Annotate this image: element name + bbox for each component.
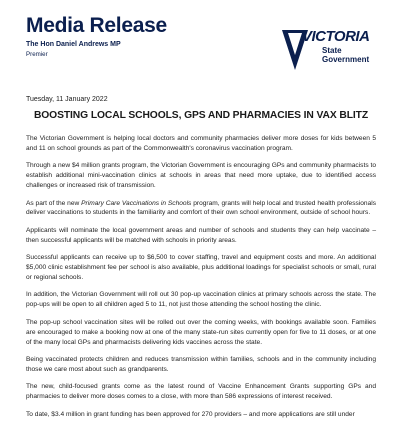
paragraph: The Victorian Government is helping local doctors and community pharmacies deliver more doses for kids between 5 and 11 on school grounds as part of the Commonwealth's coronavirus vaccination program. — [26, 135, 376, 152]
paragraph — [26, 199, 376, 219]
paragraph: Being vaccinated protects children and reduces transmission within families, schools and in the community including those we care most about such as grandparents. — [26, 355, 376, 373]
paragraph: In addition, the Victorian Government will roll out 30 pop-up vaccination clinics at primary schools across the state. The pop-ups will be open to all children aged 5 to 11, not just those attending the school hosting the clinic. — [26, 291, 376, 309]
headline: BOOSTING LOCAL SCHOOLS, GPS AND PHARMACIES IN VAX BLITZ — [33, 110, 369, 121]
paragraph: To date, $3.4 million in grant funding has been approved for 270 providers – and more applications are still under — [26, 410, 355, 418]
paragraph: Successful applicants can receive up to $6,500 to cover staffing, travel and equipment costs and more. An additional $5,000 clinic establishment fee per school is also available, plus additional loadings for specialist schools or small, rural or regional schools. — [26, 254, 376, 281]
minister-role: Premier — [26, 51, 48, 58]
article-body — [26, 134, 376, 427]
program-name: Primary Care Vaccinations in Schools — [81, 199, 192, 207]
minister-name: The Hon Daniel Andrews MP — [26, 41, 121, 48]
header — [26, 0, 374, 82]
logo-line-2: Government — [322, 55, 370, 64]
paragraph: The pop-up school vaccination sites will be rolled out over the coming weeks, with bookings available soon. Families are encouraged to make a booking now at one of the many state-run sites currently open for five to 11 doses, or at one of the many local GPs and pharmacists delivering kids vaccines across the state. — [26, 318, 376, 346]
paragraph: The new, child-focused grants come as the latest round of Vaccine Enhancement Grants supporting GPs and pharmacies to deliver more doses comes to a close, with more than 586 expressions of interest received. — [26, 383, 376, 401]
paragraph: Applicants will nominate the local government areas and number of schools and students they can help vaccinate – then successful applicants will be matched with schools in priority areas. — [26, 226, 376, 244]
victoria-logo — [282, 28, 374, 76]
logo-line-1: State — [322, 46, 342, 55]
paragraph: Through a new $4 million grants program, the Victorian Government is encouraging GPs and community pharmacists to establish additional mini-vaccination clinics at schools in areas that need more uptake, due to identified access challenges or increased risk of transmission. — [26, 162, 376, 190]
logo-word: VICTORIA — [302, 28, 370, 45]
release-date: Tuesday, 11 January 2022 — [26, 96, 108, 103]
paragraph-text: program, grants will help local and trusted health professionals deliver vaccinations to students in the familiarity and comfort of their own school environment, outside of school hours. — [26, 199, 377, 217]
page-title: Media Release — [26, 14, 167, 37]
paragraph-text: As part of the new — [26, 199, 82, 207]
